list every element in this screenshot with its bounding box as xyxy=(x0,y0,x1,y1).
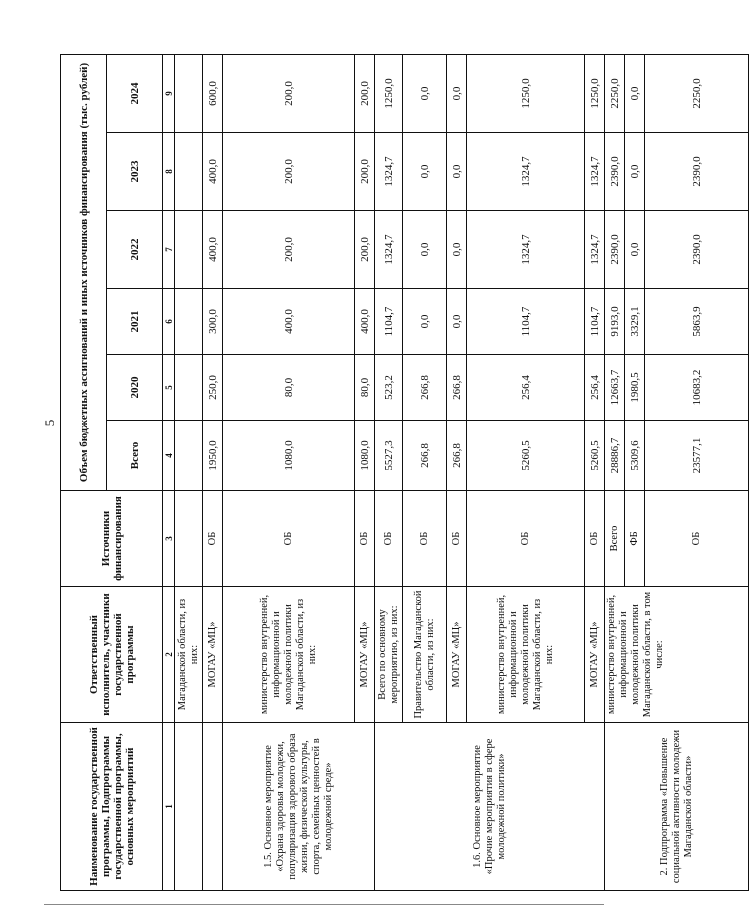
header-year: 2024 xyxy=(107,54,163,132)
value-cell: 9193,0 xyxy=(605,289,625,355)
value-cell: 28886,7 xyxy=(605,421,625,491)
source-cell: ОБ xyxy=(403,491,447,587)
header-name: Наименование государственной программы, Подпрограммы государственной программы, основных мероприятий xyxy=(61,723,163,891)
value-cell: 1324,7 xyxy=(585,211,605,289)
program-name-cell xyxy=(203,723,223,891)
table-row xyxy=(375,54,403,890)
value-cell: 523,2 xyxy=(375,355,403,421)
value-cell: 200,0 xyxy=(355,133,375,211)
executor-cell: МОГАУ «МЦ» xyxy=(203,587,223,723)
value-cell: 2390,0 xyxy=(645,133,749,211)
value-cell: 2250,0 xyxy=(605,54,625,132)
header-year: Всего xyxy=(107,421,163,491)
value-cell: 600,0 xyxy=(203,54,223,132)
value-cell xyxy=(175,421,203,491)
value-cell: 3329,1 xyxy=(625,289,645,355)
source-cell xyxy=(175,491,203,587)
value-cell: 200,0 xyxy=(355,54,375,132)
source-cell: ОБ xyxy=(645,491,749,587)
column-number: 8 xyxy=(163,133,175,211)
executor-cell: Правительство Магаданской области, из них: xyxy=(403,587,447,723)
value-cell: 5863,9 xyxy=(645,289,749,355)
source-cell: ОБ xyxy=(375,491,403,587)
value-cell xyxy=(175,54,203,132)
value-cell: 1324,7 xyxy=(467,211,585,289)
table-row xyxy=(605,54,625,890)
value-cell: 1250,0 xyxy=(467,54,585,132)
program-name-cell xyxy=(175,723,203,891)
value-cell: 0,0 xyxy=(403,54,447,132)
source-cell: Всего xyxy=(605,491,625,587)
source-cell: ОБ xyxy=(223,491,355,587)
program-name-cell: 1.6. Основное мероприятие «Прочие мероприятия в сфере молодежной политики» xyxy=(375,723,605,891)
column-number: 5 xyxy=(163,355,175,421)
value-cell: 266,8 xyxy=(447,421,467,491)
value-cell: 23577,1 xyxy=(645,421,749,491)
page-number: 5 xyxy=(42,419,57,427)
value-cell: 300,0 xyxy=(203,289,223,355)
value-cell: 400,0 xyxy=(223,289,355,355)
value-cell: 2390,0 xyxy=(645,211,749,289)
program-name-cell: 1.5. Основное мероприятие «Охрана здоровья молодежи, популяризация здорового образа жизни, физической культуры, спорта, семейных ценностей в молодежной среде» xyxy=(223,723,375,891)
value-cell: 200,0 xyxy=(223,54,355,132)
value-cell: 1980,5 xyxy=(625,355,645,421)
value-cell xyxy=(175,355,203,421)
value-cell: 0,0 xyxy=(447,211,467,289)
program-name-cell: 2. Подпрограмма «Повышение социальной активности молодежи Магаданской области» xyxy=(605,723,749,891)
source-cell: ОБ xyxy=(467,491,585,587)
value-cell: 256,4 xyxy=(585,355,605,421)
value-cell: 1324,7 xyxy=(375,133,403,211)
value-cell: 2390,0 xyxy=(605,211,625,289)
value-cell: 80,0 xyxy=(355,355,375,421)
value-cell: 80,0 xyxy=(223,355,355,421)
value-cell: 400,0 xyxy=(355,289,375,355)
value-cell: 250,0 xyxy=(203,355,223,421)
value-cell: 1104,7 xyxy=(467,289,585,355)
value-cell: 200,0 xyxy=(223,211,355,289)
value-cell: 200,0 xyxy=(223,133,355,211)
value-cell: 0,0 xyxy=(403,289,447,355)
value-cell: 400,0 xyxy=(203,211,223,289)
value-cell: 0,0 xyxy=(625,211,645,289)
value-cell: 1324,7 xyxy=(467,133,585,211)
executor-cell: МОГАУ «МЦ» xyxy=(585,587,605,723)
column-number: 3 xyxy=(163,491,175,587)
value-cell: 1080,0 xyxy=(355,421,375,491)
value-cell: 256,4 xyxy=(467,355,585,421)
value-cell: 266,8 xyxy=(403,421,447,491)
value-cell: 0,0 xyxy=(625,133,645,211)
funding-table xyxy=(60,54,749,891)
header-year: 2021 xyxy=(107,289,163,355)
column-number: 9 xyxy=(163,54,175,132)
value-cell: 266,8 xyxy=(447,355,467,421)
source-cell: ОБ xyxy=(355,491,375,587)
value-cell: 0,0 xyxy=(403,133,447,211)
value-cell xyxy=(175,211,203,289)
column-number: 4 xyxy=(163,421,175,491)
source-cell: ФБ xyxy=(625,491,645,587)
value-cell: 1104,7 xyxy=(585,289,605,355)
value-cell: 266,8 xyxy=(403,355,447,421)
source-cell: ОБ xyxy=(447,491,467,587)
value-cell: 2250,0 xyxy=(645,54,749,132)
source-cell: ОБ xyxy=(585,491,605,587)
executor-cell: Всего по основному мероприятию, из них: xyxy=(375,587,403,723)
column-number: 1 xyxy=(163,723,175,891)
value-cell: 5309,6 xyxy=(625,421,645,491)
value-cell: 0,0 xyxy=(447,54,467,132)
executor-cell: МОГАУ «МЦ» xyxy=(355,587,375,723)
value-cell: 1104,7 xyxy=(375,289,403,355)
value-cell: 200,0 xyxy=(355,211,375,289)
value-cell: 1324,7 xyxy=(375,211,403,289)
value-cell: 0,0 xyxy=(403,211,447,289)
header-funding-group: Объем бюджетных ассигнований и иных источников финансирования (тыс. рублей) xyxy=(61,54,107,490)
table-row xyxy=(223,54,355,890)
table-row xyxy=(175,54,203,890)
header-year: 2020 xyxy=(107,355,163,421)
value-cell: 0,0 xyxy=(625,54,645,132)
executor-cell: Магаданской области, из них: xyxy=(175,587,203,723)
header-year: 2023 xyxy=(107,133,163,211)
header-source: Источники финансирования xyxy=(61,491,163,587)
header-year: 2022 xyxy=(107,211,163,289)
value-cell: 1250,0 xyxy=(375,54,403,132)
value-cell: 12663,7 xyxy=(605,355,625,421)
value-cell: 1080,0 xyxy=(223,421,355,491)
value-cell: 400,0 xyxy=(203,133,223,211)
value-cell: 1250,0 xyxy=(585,54,605,132)
value-cell: 1324,7 xyxy=(585,133,605,211)
header-executor: Ответственный исполнитель, участники государственной программы xyxy=(61,587,163,723)
value-cell xyxy=(175,133,203,211)
value-cell: 10683,2 xyxy=(645,355,749,421)
column-number: 7 xyxy=(163,211,175,289)
source-cell: ОБ xyxy=(203,491,223,587)
value-cell: 0,0 xyxy=(447,289,467,355)
table-row xyxy=(203,54,223,890)
column-number: 2 xyxy=(163,587,175,723)
value-cell: 5527,3 xyxy=(375,421,403,491)
value-cell: 5260,5 xyxy=(467,421,585,491)
value-cell: 0,0 xyxy=(447,133,467,211)
value-cell: 2390,0 xyxy=(605,133,625,211)
value-cell: 1950,0 xyxy=(203,421,223,491)
executor-cell: МОГАУ «МЦ» xyxy=(447,587,467,723)
executor-cell: министерство внутренней, информационной и молодежной политики Магаданской области, из них: xyxy=(223,587,355,723)
executor-cell: министерство внутренней, информационной и молодежной политики Магаданской области, из них: xyxy=(467,587,585,723)
executor-cell: министерство внутренней, информационной и молодежной политики Магаданской области, в том числе: xyxy=(605,587,749,723)
value-cell xyxy=(175,289,203,355)
column-number: 6 xyxy=(163,289,175,355)
value-cell: 5260,5 xyxy=(585,421,605,491)
